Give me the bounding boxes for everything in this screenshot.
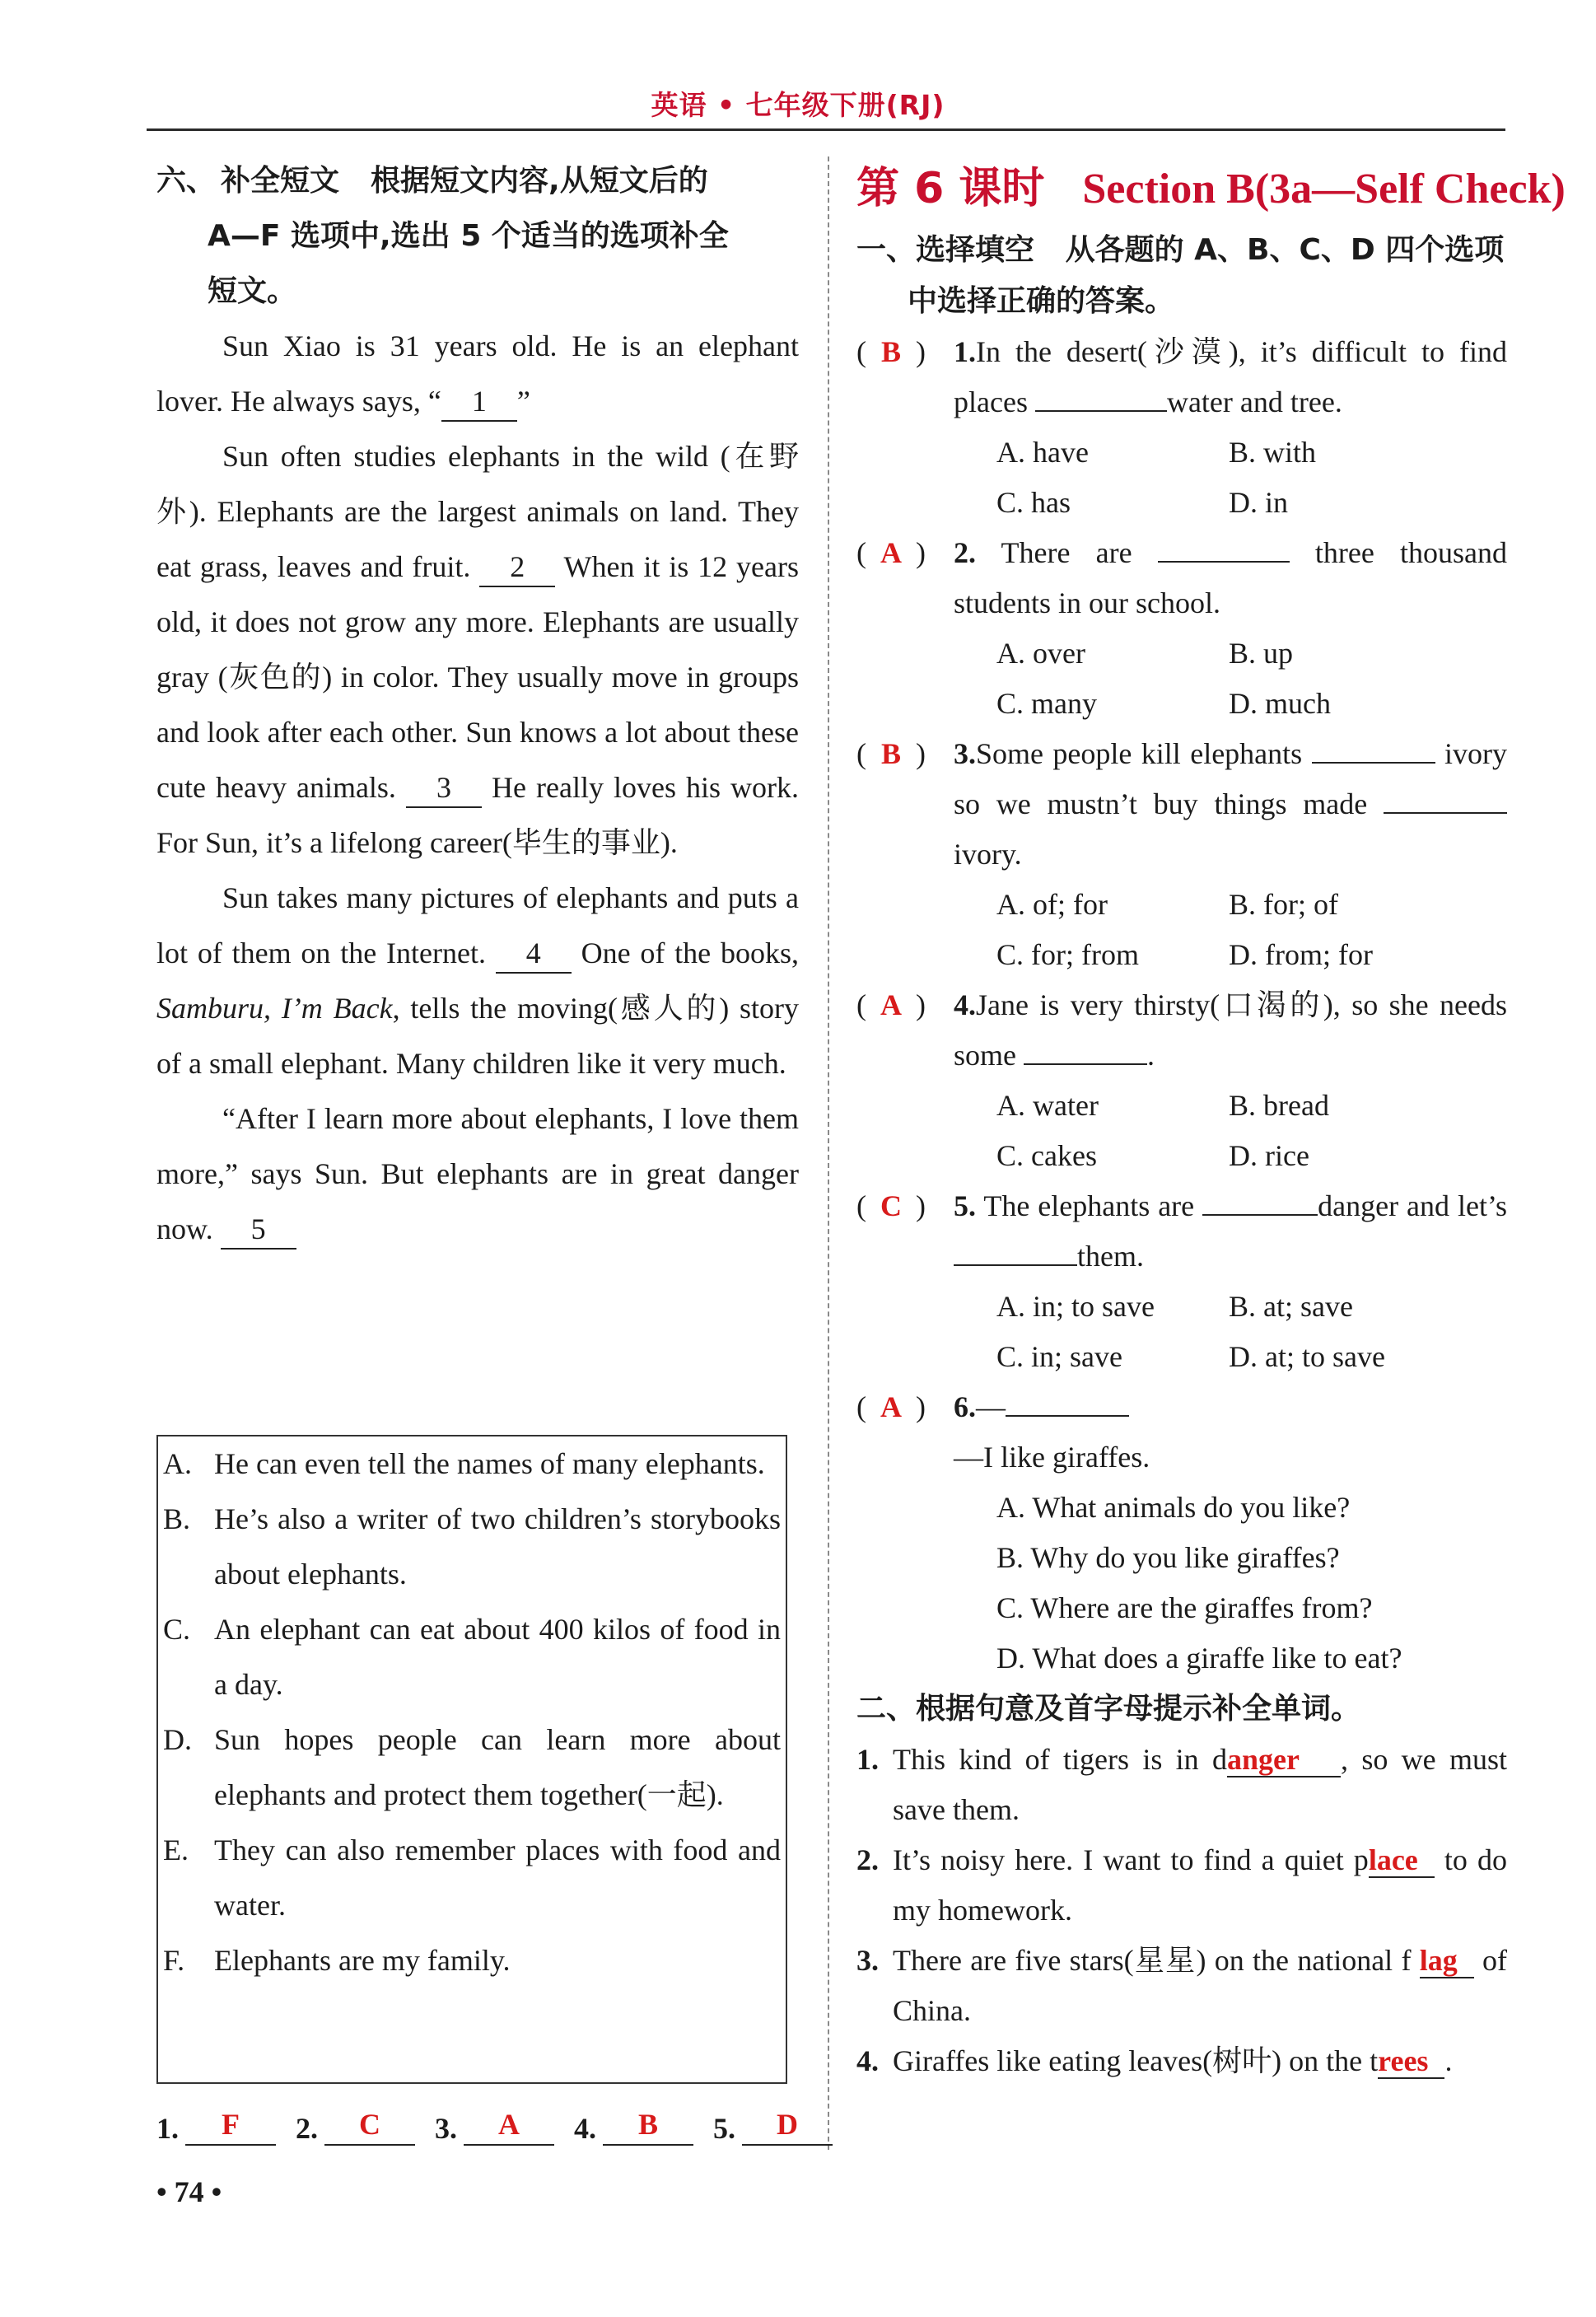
paragraph-2 <box>156 429 799 871</box>
option-letter: C. <box>163 1613 191 1646</box>
section-two-heading: 二、根据句意及首字母提示补全单词。 <box>856 1692 1361 1726</box>
paragraph-text: Sun takes many pictures of elephants and puts a lot of them on the Internet. <box>156 881 799 969</box>
option-b <box>163 1492 781 1602</box>
fill-answer[interactable]: lag <box>1420 1944 1474 1978</box>
question-stem <box>856 729 1507 880</box>
options-box <box>156 1435 787 2084</box>
question-options <box>856 1081 1507 1181</box>
choice-b: B. with <box>1229 436 1317 469</box>
answer-paren: ( A ) <box>856 1382 947 1432</box>
stem-text: water and tree. <box>1166 385 1342 418</box>
option-letter: B. <box>163 1502 191 1535</box>
option-text: Elephants are my family. <box>214 1944 511 1977</box>
answer-blank[interactable]: D <box>742 2104 833 2146</box>
fill-text: to do my homework. <box>893 1843 1507 1927</box>
fill-number: 4. <box>856 2044 879 2077</box>
fill-answer[interactable]: lace <box>1369 1843 1435 1878</box>
question-number: 5. <box>954 1189 976 1222</box>
paragraph-text: , tells the moving(感人的) story of a small elephant. Many children like it very much. <box>156 992 799 1080</box>
choice-c: C. many <box>996 687 1097 720</box>
question-1 <box>856 327 1507 528</box>
answer-line[interactable] <box>1035 385 1167 412</box>
stem-text: three thousand students in our school. <box>954 536 1508 619</box>
choice-b: B. bread <box>1229 1089 1329 1122</box>
right-column <box>856 153 1566 2086</box>
option-f <box>163 1933 781 1988</box>
question-stem <box>856 327 1507 427</box>
option-c <box>163 1602 781 1712</box>
fill-text: It’s noisy here. I want to find a quiet p <box>893 1843 1369 1876</box>
lesson-title <box>856 153 1566 225</box>
blank-2: 2 <box>479 548 555 587</box>
answer-blank[interactable]: B <box>603 2104 693 2146</box>
answer-line[interactable] <box>1202 1189 1318 1216</box>
answer-line[interactable] <box>954 1240 1077 1266</box>
answer-item <box>713 2104 833 2146</box>
header-rule <box>147 128 1505 131</box>
paragraph-text: One of the books, <box>581 937 799 969</box>
answer-number: 3. <box>435 2112 457 2145</box>
answer-row <box>156 2104 852 2146</box>
stem-text: Some people kill elephants <box>976 737 1303 770</box>
stem-text: The elephants are <box>983 1189 1195 1222</box>
lesson-number: 第 6 课时 <box>856 164 1045 213</box>
choice-a: A. water <box>996 1089 1099 1122</box>
choice-a: A. over <box>996 637 1085 670</box>
question-5 <box>856 1181 1507 1382</box>
page-number: • 74 • <box>156 2175 222 2208</box>
choice-c: C. cakes <box>996 1139 1097 1172</box>
answer-paren: ( C ) <box>856 1181 947 1231</box>
fill-item-3 <box>856 1936 1507 2036</box>
choice-b: B. at; save <box>1229 1290 1353 1323</box>
option-letter: A. <box>163 1447 192 1480</box>
paragraph-1 <box>156 319 799 429</box>
choice-b: B. Why do you like giraffes? <box>996 1541 1340 1574</box>
answer-number: 1. <box>156 2112 179 2145</box>
stem-text: There are <box>1001 536 1132 569</box>
question-options <box>856 427 1507 528</box>
question-stem <box>856 1382 1507 1483</box>
paragraph-text: Sun often studies elephants in the wild (在野外). Elephants are the largest animals on land. They eat grass, leaves and fruit. <box>156 440 799 583</box>
question-number: 1. <box>954 335 976 368</box>
blank-5: 5 <box>221 1210 296 1250</box>
question-6 <box>856 1382 1507 1684</box>
fill-number: 3. <box>856 1944 879 1977</box>
fill-answer[interactable]: anger <box>1227 1743 1341 1777</box>
choice-a: A. of; for <box>996 888 1108 921</box>
answer-item <box>156 2104 276 2146</box>
answer-blank[interactable]: C <box>324 2104 415 2146</box>
choice-d: D. at; to save <box>1229 1340 1385 1373</box>
stem-text: In the desert(沙漠), it’s difficult to find places <box>954 335 1507 418</box>
paragraph-3 <box>156 871 799 1091</box>
left-column <box>156 153 799 1257</box>
choice-d: D. rice <box>1229 1139 1309 1172</box>
lesson-section: Section B(3a—Self Check) <box>1082 166 1566 213</box>
answer-item <box>435 2104 554 2146</box>
choice-c: C. in; save <box>996 1340 1122 1373</box>
paragraph-text: He really loves his work. For Sun, it’s a lifelong career(毕生的事业). <box>156 771 800 859</box>
answer-number: 4. <box>574 2112 596 2145</box>
option-letter: E. <box>163 1834 189 1866</box>
section-six-heading <box>156 153 799 319</box>
paragraph-text: Sun Xiao is 31 years old. He is an elephant lover. He always says, “ <box>156 329 799 418</box>
option-letter: D. <box>163 1723 192 1756</box>
choice-c: C. has <box>996 486 1071 519</box>
answer-paren: ( A ) <box>856 528 947 578</box>
answer-number: 5. <box>713 2112 735 2145</box>
fill-text: . <box>1444 2044 1453 2077</box>
paragraph-4 <box>156 1091 799 1257</box>
stem-text: — <box>976 1390 1006 1423</box>
answer-paren: ( B ) <box>856 327 947 377</box>
running-header: 英语 • 七年级下册(RJ) <box>651 89 945 121</box>
choice-d: D. in <box>1229 486 1288 519</box>
fill-text: of China. <box>893 1944 1508 2027</box>
option-text: He’s also a writer of two children’s storybooks about elephants. <box>214 1502 781 1591</box>
answer-line[interactable] <box>1024 1039 1147 1065</box>
option-text: He can even tell the names of many elephants. <box>214 1447 765 1480</box>
answer-letter[interactable]: B <box>880 737 901 770</box>
blank-4: 4 <box>496 934 572 974</box>
stem-text: —I like giraffes. <box>954 1441 1150 1474</box>
choice-d: D. from; for <box>1229 938 1373 971</box>
answer-blank[interactable]: F <box>185 2104 276 2146</box>
question-options <box>856 880 1507 980</box>
option-a <box>163 1436 781 1492</box>
option-d <box>163 1712 781 1823</box>
column-divider <box>828 156 829 2150</box>
question-4 <box>856 980 1507 1181</box>
answer-letter[interactable]: B <box>880 335 901 368</box>
choice-a: A. in; to save <box>996 1290 1155 1323</box>
blank-1: 1 <box>441 382 517 422</box>
fill-item-2 <box>856 1835 1507 1936</box>
section-instruction: 根据短文内容,从短文后的 <box>371 164 708 198</box>
stem-text: . <box>1147 1039 1155 1072</box>
answer-item <box>574 2104 693 2146</box>
section-number: 六、 <box>156 164 217 198</box>
question-number: 4. <box>954 988 976 1021</box>
question-stem <box>856 528 1507 628</box>
option-text: Sun hopes people can learn more about elephants and protect them together(一起). <box>214 1723 781 1811</box>
answer-paren: ( B ) <box>856 729 947 779</box>
choice-b: B. up <box>1229 637 1294 670</box>
paragraph-text: ” <box>516 385 530 418</box>
section-instruction: 从各题的 A、B、C、D 四个选项 <box>1065 233 1505 267</box>
passage <box>156 319 799 1257</box>
stem-text: danger and let’s <box>1318 1189 1507 1222</box>
stem-text: ivory so we mustn’t buy things made <box>954 737 1508 820</box>
stem-text: them. <box>1077 1240 1144 1273</box>
question-2 <box>856 528 1507 729</box>
question-stem <box>856 1181 1507 1282</box>
answer-item <box>296 2104 415 2146</box>
choice-d: D. What does a giraffe like to eat? <box>996 1642 1402 1675</box>
fill-item-4 <box>856 2036 1507 2086</box>
fill-text: Giraffes like eating leaves(树叶) on the t <box>893 2044 1379 2077</box>
fill-item-1 <box>856 1735 1507 1835</box>
section-title: 补全短文 <box>221 164 340 198</box>
section-instruction-end: 短文。 <box>208 274 297 308</box>
answer-line[interactable] <box>1006 1390 1129 1417</box>
answer-letter[interactable]: A <box>880 536 902 569</box>
choice-a: A. have <box>996 436 1089 469</box>
fill-number: 1. <box>856 1743 879 1776</box>
option-letter: F. <box>163 1944 185 1977</box>
choice-a: A. What animals do you like? <box>996 1491 1351 1524</box>
blank-3: 3 <box>406 768 482 808</box>
answer-blank[interactable]: A <box>464 2104 554 2146</box>
fill-text: , so we must save them. <box>893 1743 1507 1826</box>
question-options <box>856 1483 1507 1684</box>
question-number: 3. <box>954 737 976 770</box>
book-title: Samburu, I’m Back <box>156 992 393 1025</box>
section-instruction-cont: A—F 选项中,选出 5 个适当的选项补全 <box>208 219 729 253</box>
answer-paren: ( A ) <box>856 980 947 1030</box>
question-number: 6. <box>954 1390 976 1423</box>
paragraph-text: “After I learn more about elephants, I love them more,” says Sun. But elephants are in great danger now. <box>156 1102 799 1245</box>
section-title: 一、选择填空 <box>856 233 1035 267</box>
paragraph-text: When it is 12 years old, it does not grow any more. Elephants are usually gray (灰色的) in color. They usually move in groups and look after each other. Sun knows a lot about these cute heavy animals. <box>156 550 799 804</box>
section-one-heading <box>856 225 1507 327</box>
answer-letter[interactable]: C <box>880 1189 902 1222</box>
question-options <box>856 1282 1507 1382</box>
fill-number: 2. <box>856 1843 879 1876</box>
choice-d: D. much <box>1229 687 1331 720</box>
fill-text: There are five stars(星星) on the national f <box>893 1944 1412 1977</box>
stem-text: ivory. <box>954 838 1022 871</box>
question-number: 2. <box>954 536 976 569</box>
fill-answer[interactable]: rees <box>1378 2044 1444 2079</box>
question-options <box>856 628 1507 729</box>
section-instruction-cont: 中选择正确的答案。 <box>908 284 1175 318</box>
choice-c: C. for; from <box>996 938 1139 971</box>
answer-line[interactable] <box>1384 787 1507 814</box>
option-text: An elephant can eat about 400 kilos of food in a day. <box>214 1613 781 1701</box>
stem-text: Jane is very thirsty(口渴的), so she needs some <box>954 988 1507 1072</box>
fill-text: This kind of tigers is in d <box>893 1743 1227 1776</box>
choice-b: B. for; of <box>1229 888 1338 921</box>
answer-letter[interactable]: A <box>880 988 902 1021</box>
choice-c: C. Where are the giraffes from? <box>996 1591 1373 1624</box>
answer-line[interactable] <box>1158 536 1290 563</box>
answer-number: 2. <box>296 2112 318 2145</box>
answer-letter[interactable]: A <box>880 1390 902 1423</box>
question-stem <box>856 980 1507 1081</box>
answer-line[interactable] <box>1312 737 1435 764</box>
option-text: They can also remember places with food and water. <box>214 1834 781 1922</box>
question-3 <box>856 729 1507 980</box>
option-e <box>163 1823 781 1933</box>
